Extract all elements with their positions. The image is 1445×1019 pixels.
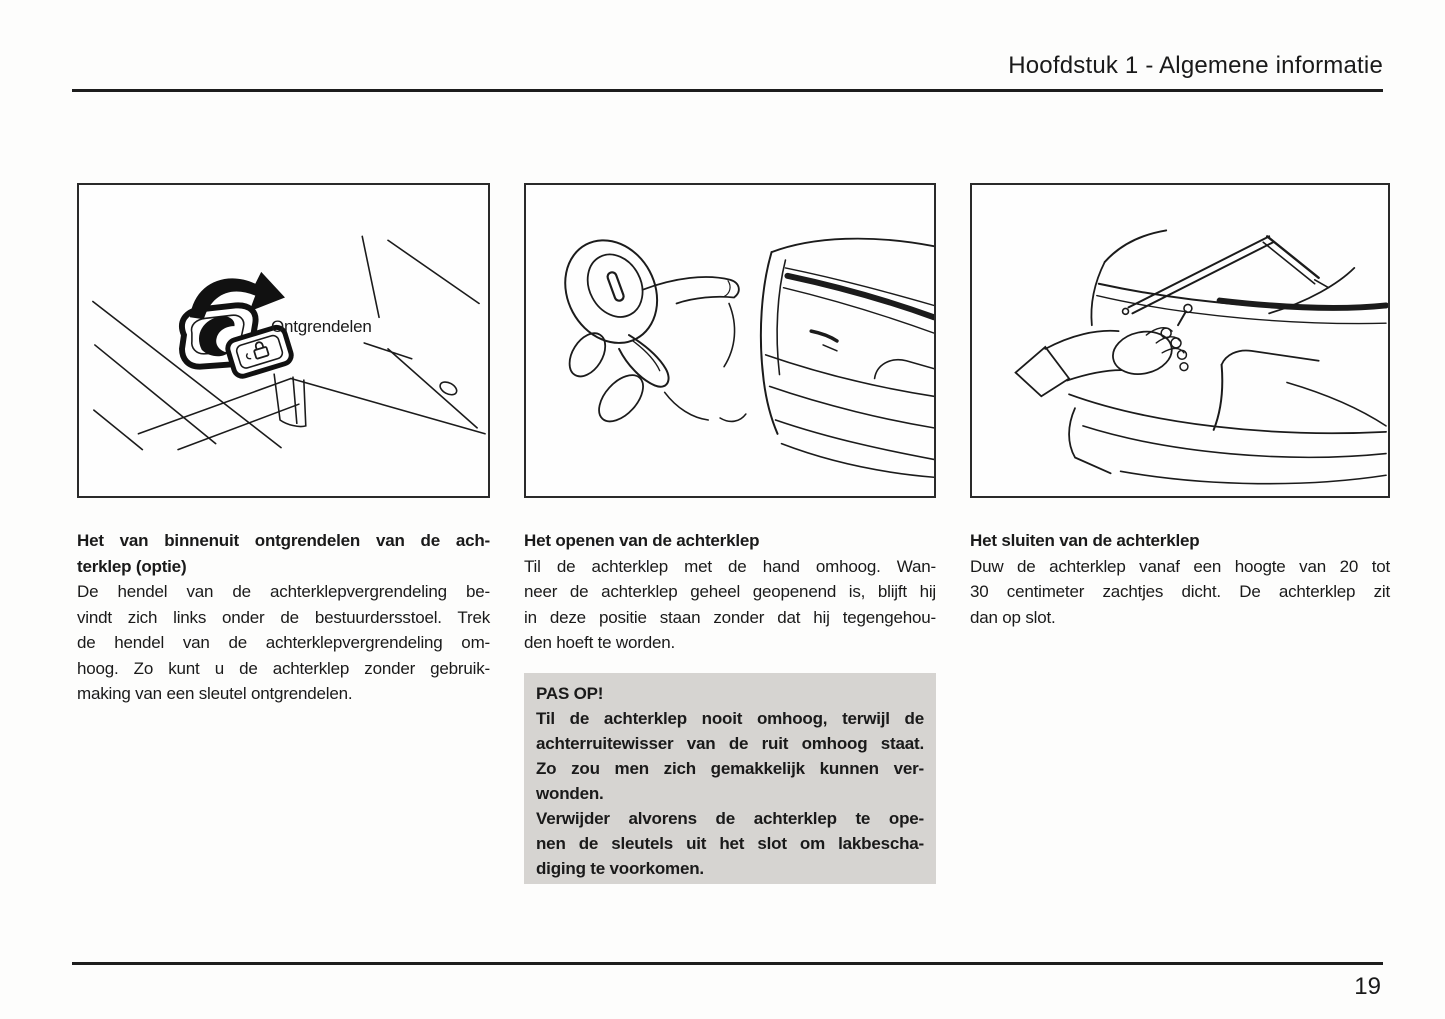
warning-line: wonden. <box>536 783 604 803</box>
hand-icon <box>1016 304 1192 396</box>
warning-line: diging te voorkomen. <box>536 858 704 878</box>
body-line: neer de achterklep geheel geopenend is, blijft hij <box>524 582 936 601</box>
heading-line: Het openen van de achterklep <box>524 531 760 550</box>
warning-line: Til de achterklep nooit omhoog, terwijl de <box>536 708 924 728</box>
body-line: vindt zich links onder de bestuurdersstoel. Trek <box>77 607 490 627</box>
header-rule <box>72 89 1383 92</box>
body-line: in deze positie staan zonder dat hij tegengehou- <box>524 607 936 627</box>
heading-line: Het van binnenuit ontgrendelen van de ach- <box>77 531 490 550</box>
chapter-header: Hoofdstuk 1 - Algemene informatie <box>1008 52 1383 79</box>
release-lever-drawing <box>79 185 488 496</box>
content-grid <box>77 183 1390 884</box>
column-heading <box>77 528 490 579</box>
body-line: dan op slot. <box>970 607 1056 627</box>
figure-label-ontgrendelen: Ontgrendelen <box>271 317 372 336</box>
body-line: 30 centimeter zachtjes dicht. De achterklep zit <box>970 582 1390 601</box>
body-line: Duw de achterklep vanaf een hoogte van 20 tot <box>970 556 1390 576</box>
body-line: hoog. Zo kunt u de achterklep zonder gebruik- <box>77 658 490 678</box>
figure-release-lever <box>77 183 490 498</box>
footer-rule <box>72 962 1383 965</box>
page-number: 19 <box>1354 973 1381 1000</box>
warning-line: achterruitewisser van de ruit omhoog staat. <box>536 733 924 753</box>
car-rear-lines <box>761 239 934 478</box>
heading-line: Het sluiten van de achterklep <box>970 531 1200 550</box>
warning-line: nen de sleutels uit het slot om lakbescha- <box>536 833 924 853</box>
body-line: Til de achterklep met de hand omhoog. Wan- <box>524 556 936 576</box>
body-line: De hendel van de achterklepvergrendeling be- <box>77 582 490 601</box>
key-icon <box>548 224 675 387</box>
warning-line: Verwijder alvorens de achterklep te ope- <box>536 808 924 828</box>
column-heading <box>524 528 936 554</box>
column-open-tailgate <box>524 528 936 884</box>
key-unlock-drawing <box>526 185 934 496</box>
column-heading <box>970 528 1390 554</box>
warning-line: Zo zou men zich gemakkelijk kunnen ver- <box>536 758 924 778</box>
column-close-tailgate <box>970 528 1390 884</box>
body-line: den hoeft te worden. <box>524 633 676 652</box>
figure-key-unlock <box>524 183 936 498</box>
body-line: de hendel van de achterklepvergrendeling om- <box>77 633 490 652</box>
warning-box <box>524 673 936 884</box>
close-tailgate-drawing <box>972 185 1388 496</box>
figure-close-tailgate <box>970 183 1390 498</box>
warning-title: PAS OP! <box>536 683 604 703</box>
body-line: making van een sleutel ontgrendelen. <box>77 684 353 703</box>
column-unlock-inside <box>77 528 490 884</box>
heading-line: terklep (optie) <box>77 556 187 576</box>
